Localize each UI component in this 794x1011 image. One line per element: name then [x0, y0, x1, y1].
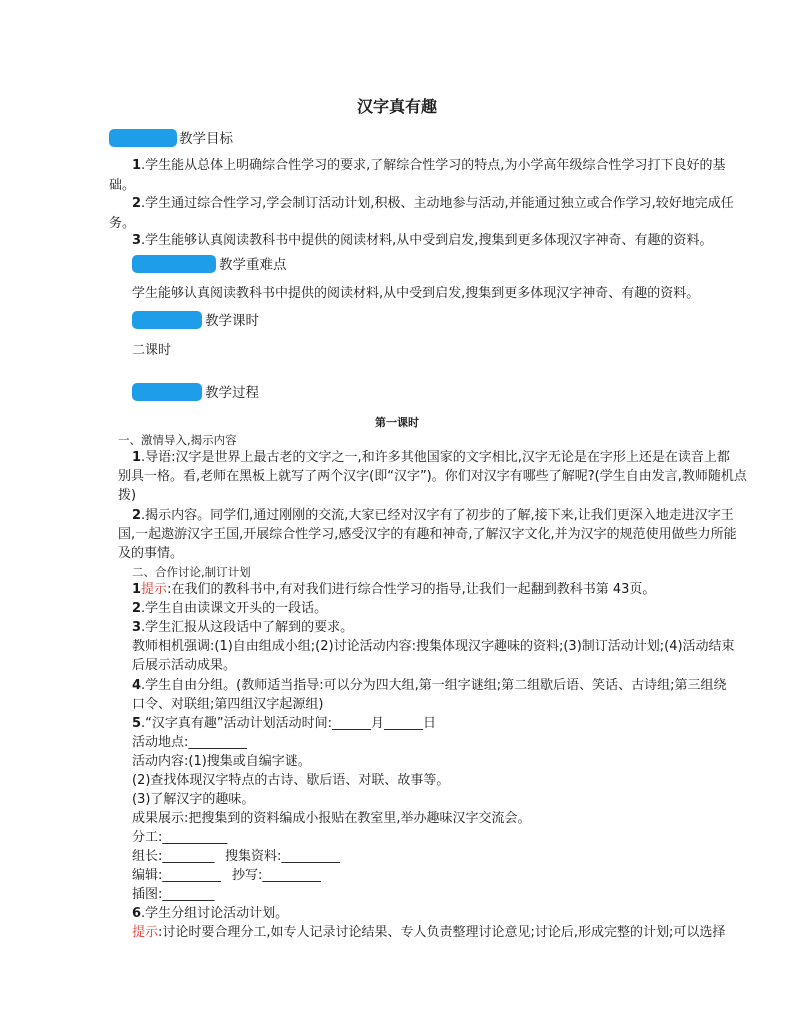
- plan-show: 成果展示:把搜集到的资料编成小报贴在教室里,举办趣味汉字交流会。: [132, 811, 531, 826]
- plan-leader: 组长:________: [132, 849, 215, 864]
- page-title: 汉字真有趣: [356, 97, 437, 116]
- step-3-number: 3: [132, 620, 142, 635]
- step-6-hint-text: :讨论时要合理分工,如专人记录讨论结果、专人负责整理讨论意见;讨论后,形成完整的计划;可以选择: [158, 925, 726, 940]
- step-3: [132, 619, 353, 637]
- step-4: [132, 677, 727, 695]
- goal-2-text: .学生通过综合性学习,学会制订活动计划,积极、主动地参与活动,并能通过独立或合作学习,较好地完成任: [141, 196, 734, 211]
- key-points-text: 学生能够认真阅读教科书中提供的阅读材料,从中受到启发,搜集到更多体现汉字神奇、有趣的资料。: [132, 286, 700, 301]
- goal-3-text: .学生能够认真阅读教科书中提供的阅读材料,从中受到启发,搜集到更多体现汉字神奇、有趣的资料。: [141, 233, 713, 248]
- plan-content-3: (3)了解汉字的趣味。: [132, 792, 255, 807]
- step-4-number: 4: [132, 678, 142, 693]
- plan-content: 活动内容:(1)搜集或自编字谜。: [132, 754, 311, 769]
- hint-label: 提示: [141, 582, 168, 597]
- part-2-heading: 二、合作讨论,制订计划: [132, 565, 251, 579]
- goal-1-number: 1: [132, 158, 142, 173]
- goal-2: [132, 195, 734, 213]
- plan-division: 分工:__________: [132, 830, 228, 845]
- plan-editor: 编辑:_________: [132, 868, 221, 883]
- goal-2-continued: 务。: [109, 216, 136, 231]
- step-5: [132, 715, 436, 733]
- step-3-line-3: 后展示活动成果。: [132, 658, 237, 673]
- goal-1-text: .学生能从总体上明确综合性学习的要求,了解综合性学习的特点,为小学高年级综合性学习打下良好的基: [141, 158, 726, 173]
- hours-text: 二课时: [132, 343, 172, 358]
- step-3-line-2: 教师相机强调:(1)自由组成小组;(2)讨论活动内容:搜集体现汉字趣味的资料;(3)制订活动计划;(4)活动结束: [132, 639, 735, 654]
- plan-content-2: (2)查找体现汉字特点的古诗、歇后语、对联、故事等。: [132, 773, 450, 788]
- step-5-text: .“汉字真有趣”活动计划活动时间:______月______日: [141, 716, 437, 731]
- step-2-number: 2: [132, 601, 142, 616]
- step-6-number: 6: [132, 906, 142, 921]
- step-3-text: .学生汇报从这段话中了解到的要求。: [141, 620, 354, 635]
- section-marker: [132, 255, 216, 273]
- step-6: [132, 905, 288, 923]
- lesson-para-2-line-2: 国,一起遨游汉字王国,开展综合性学习,感受汉字的有趣和神奇,了解汉字文化,并为汉字的规范使用做些力所能: [118, 527, 737, 542]
- section-marker: [132, 383, 202, 401]
- section-heading-process: 教学过程: [205, 385, 259, 401]
- step-1-number: 1: [132, 582, 142, 597]
- goal-3: [132, 232, 712, 250]
- lesson-para-1: [132, 449, 730, 467]
- plan-copy: 抄写:_________: [232, 868, 321, 883]
- section-heading-key-points: 教学重难点: [219, 257, 287, 273]
- hint-label: 提示: [132, 925, 159, 940]
- step-6-hint: [132, 924, 725, 942]
- step-1-text: :在我们的教科书中,有对我们进行综合性学习的指导,让我们一起翻到教科书第 43页。: [167, 582, 656, 597]
- goal-2-number: 2: [132, 196, 142, 211]
- goal-3-number: 3: [132, 233, 142, 248]
- step-5-number: 5: [132, 716, 142, 731]
- step-2-text: .学生自由读课文开头的一段话。: [141, 601, 328, 616]
- lesson-para-2: [132, 507, 734, 525]
- para-2-text: .揭示内容。同学们,通过刚刚的交流,大家已经对汉字有了初步的了解,接下来,让我们更深入地走进汉字王: [141, 508, 734, 523]
- plan-place: 活动地点:_________: [132, 735, 247, 750]
- section-marker: [109, 129, 177, 147]
- step-4-text: .学生自由分组。(教师适当指导:可以分为四大组,第一组字谜组;第二组歇后语、笑话、古诗组;第三组绕: [141, 678, 727, 693]
- lesson-1-title: 第一课时: [375, 416, 419, 429]
- lesson-para-1-line-3: 拨): [118, 488, 137, 503]
- plan-collect: 搜集资料:_________: [225, 849, 340, 864]
- plan-illustrate: 插图:________: [132, 887, 215, 902]
- step-2: [132, 600, 327, 618]
- section-marker: [132, 311, 202, 329]
- para-1-number: 1: [132, 450, 142, 465]
- lesson-para-1-line-2: 别具一格。看,老师在黑板上就写了两个汉字(即“汉字”)。你们对汉字有哪些了解呢?(学生自由发言,教师随机点: [118, 469, 747, 484]
- part-1-heading: 一、激情导入,揭示内容: [118, 433, 237, 447]
- goal-1: [132, 157, 725, 175]
- step-4-line-2: 口令、对联组;第四组汉字起源组): [132, 697, 324, 712]
- step-6-text: .学生分组讨论活动计划。: [141, 906, 289, 921]
- para-1-text: .导语:汉字是世界上最古老的文字之一,和许多其他国家的文字相比,汉字无论是在字形上还是在读音上都: [141, 450, 730, 465]
- lesson-para-2-line-3: 及的事情。: [118, 546, 184, 561]
- section-heading-goals: 教学目标: [179, 131, 233, 147]
- goal-1-continued: 础。: [109, 178, 136, 193]
- step-1: [132, 581, 655, 599]
- para-2-number: 2: [132, 508, 142, 523]
- section-heading-hours: 教学课时: [205, 313, 259, 329]
